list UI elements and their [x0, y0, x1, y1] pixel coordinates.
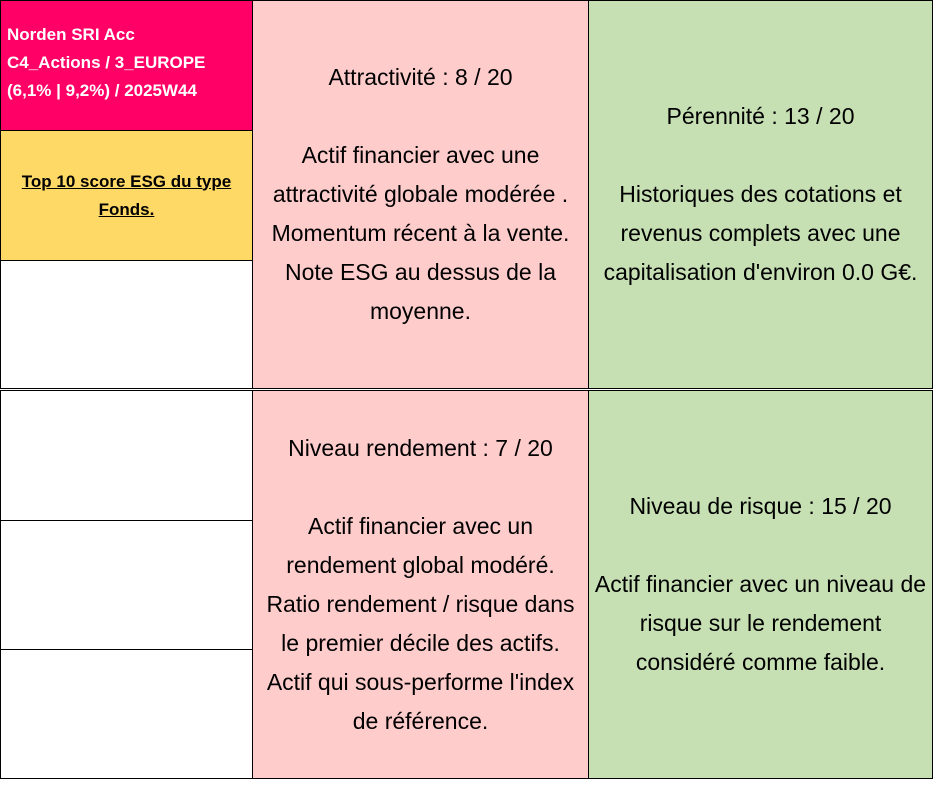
fund-category: C4_Actions / 3_EUROPE [7, 53, 206, 72]
risque-title: Niveau de risque : 15 / 20 [629, 493, 892, 519]
rendement-line: Actif qui sous-performe l'index [266, 668, 575, 695]
attractivite-line: attractivité globale modérée . [272, 181, 569, 207]
attractivite-line: Note ESG au dessus de la [284, 259, 557, 285]
fund-performance: (6,1% | 9,2%) / 2025W44 [7, 81, 197, 100]
esg-badge [0, 130, 253, 261]
esg-badge-text: Top 10 score ESG du type Fonds. [21, 171, 232, 219]
perennite-card [588, 0, 933, 389]
perennite-line: revenus complets avec une [620, 220, 901, 246]
attractivite-card [252, 0, 589, 389]
empty-cell-2 [0, 390, 253, 521]
fund-header [0, 0, 253, 131]
rendement-line: Ratio rendement / risque dans [266, 590, 575, 617]
rendement-card [252, 390, 589, 779]
fund-name: Norden SRI Acc [7, 25, 135, 44]
attractivite-line: Momentum récent à la vente. [271, 220, 570, 246]
rendement-line: de référence. [352, 707, 489, 734]
rendement-line: Actif financier avec un [307, 512, 533, 539]
risque-line: Actif financier avec un niveau de [594, 571, 927, 597]
attractivite-line: moyenne. [369, 298, 471, 324]
empty-cell-4 [0, 649, 253, 779]
rendement-title: Niveau rendement : 7 / 20 [288, 434, 553, 461]
rendement-line: rendement global modéré. [286, 551, 555, 578]
perennite-line: capitalisation d'environ 0.0 G€. [603, 259, 918, 285]
risque-line: considéré comme faible. [635, 649, 886, 675]
attractivite-title: Attractivité : 8 / 20 [328, 64, 513, 90]
perennite-line: Historiques des cotations et [619, 181, 902, 207]
rendement-line: le premier décile des actifs. [281, 629, 560, 656]
attractivite-line: Actif financier avec une [301, 142, 540, 168]
risque-line: risque sur le rendement [639, 610, 882, 636]
empty-cell-3 [0, 520, 253, 650]
risque-card [588, 390, 933, 779]
perennite-title: Pérennité : 13 / 20 [666, 103, 855, 129]
empty-cell-1 [0, 260, 253, 389]
